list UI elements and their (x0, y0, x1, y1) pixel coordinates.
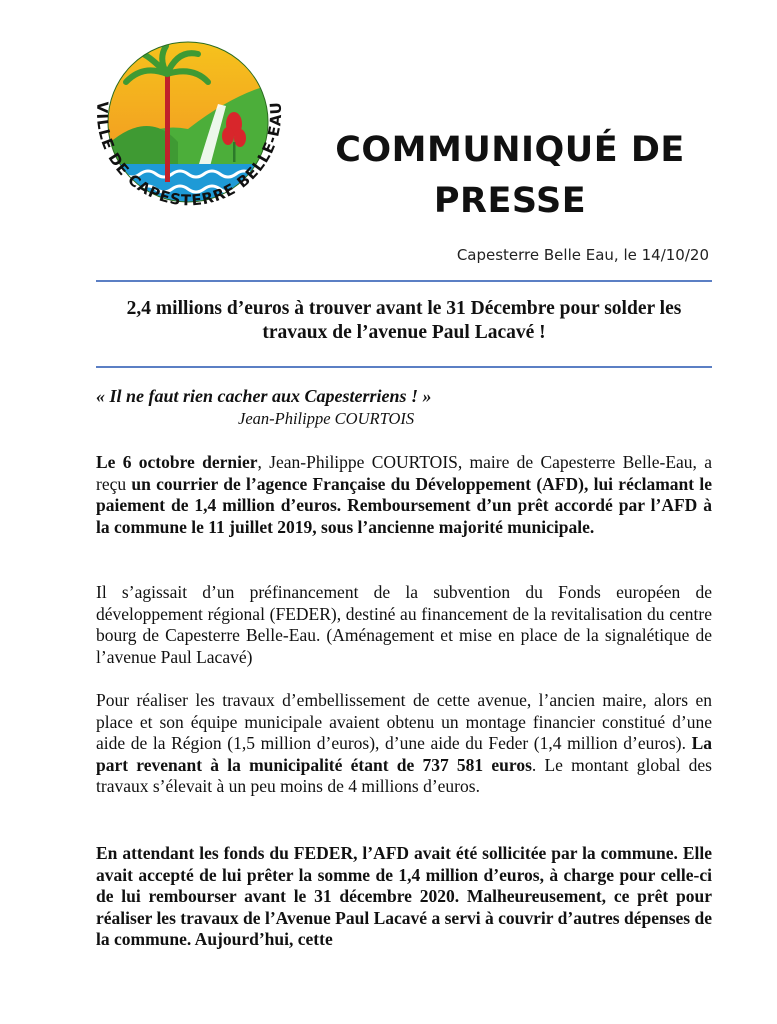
quote-author: Jean-Philippe COURTOIS (238, 409, 415, 428)
p3-bold-text: La part revenant à la municipalité étant de 737 581 euros (96, 733, 712, 775)
paragraph-2: Il s’agissait d’un préfinancement de la subvention du Fonds européen de développement régional (FEDER), destiné au financement de la revitalisation du centre bourg de Capesterre Belle-Eau. (Aménagement et mise en place de la signalétique de l’avenue Paul Lacavé) (96, 582, 712, 667)
paragraph-1 (96, 452, 712, 538)
title-line-1: COMMUNIQUÉ DE (335, 130, 685, 170)
p1-bold-date: Le 6 octobre dernier (96, 452, 258, 472)
paragraph-4: En attendant les fonds du FEDER, l’AFD avait été sollicitée par la commune. Elle avait accepté de lui prêter la somme de 1,4 million d’euros, à charge pour celle-ci de lui rembourser avant le 31 décembre 2020. Malheureusement, ce prêt pour réaliser les travaux de l’Avenue Paul Lacavé a servi à couvrir d’autres dépenses de la commune. Aujourd’hui, cette (96, 843, 712, 949)
p1-bold-text: un courrier de l’agence Française du Développement (AFD), lui réclamant le paiement de 1,4 million d’euros. Remboursement d’un prêt accordé par l’AFD à la commune le 11 juillet 2019, sous l’ancienne majorité municipale. (96, 473, 712, 537)
pull-quote: « Il ne faut rien cacher aux Capesterriens ! » (96, 386, 432, 406)
dateline: Capesterre Belle Eau, le 14/10/20 (456, 246, 709, 264)
p3-text-a: Pour réaliser les travaux d’embellissement de cette avenue, l’ancien maire, alors en place et son équipe municipale avaient obtenu un montage financier constitué d’une aide de la Région (1,5 million d’euros), d’une aide du Feder (1,4 million d’euros). (96, 690, 712, 753)
headline: 2,4 millions d’euros à trouver avant le 31 Décembre pour solder les travaux de l’avenue Paul Lacavé ! (126, 298, 682, 343)
palm-trunk (165, 72, 170, 182)
divider-top (96, 280, 712, 282)
city-logo (68, 24, 318, 244)
divider-bottom (96, 366, 712, 368)
logo-ring-text: VILLE DE CAPESTERRE BELLE-EAU (92, 100, 286, 210)
p1-text: , Jean-Philippe COURTOIS, maire de Capesterre Belle-Eau, a reçu (96, 452, 712, 494)
title-line-2: PRESSE (433, 181, 587, 221)
paragraph-3 (96, 690, 712, 798)
p3-text-b: . Le montant global des travaux s’élevait à un peu moins de 4 millions d’euros. (96, 754, 712, 796)
